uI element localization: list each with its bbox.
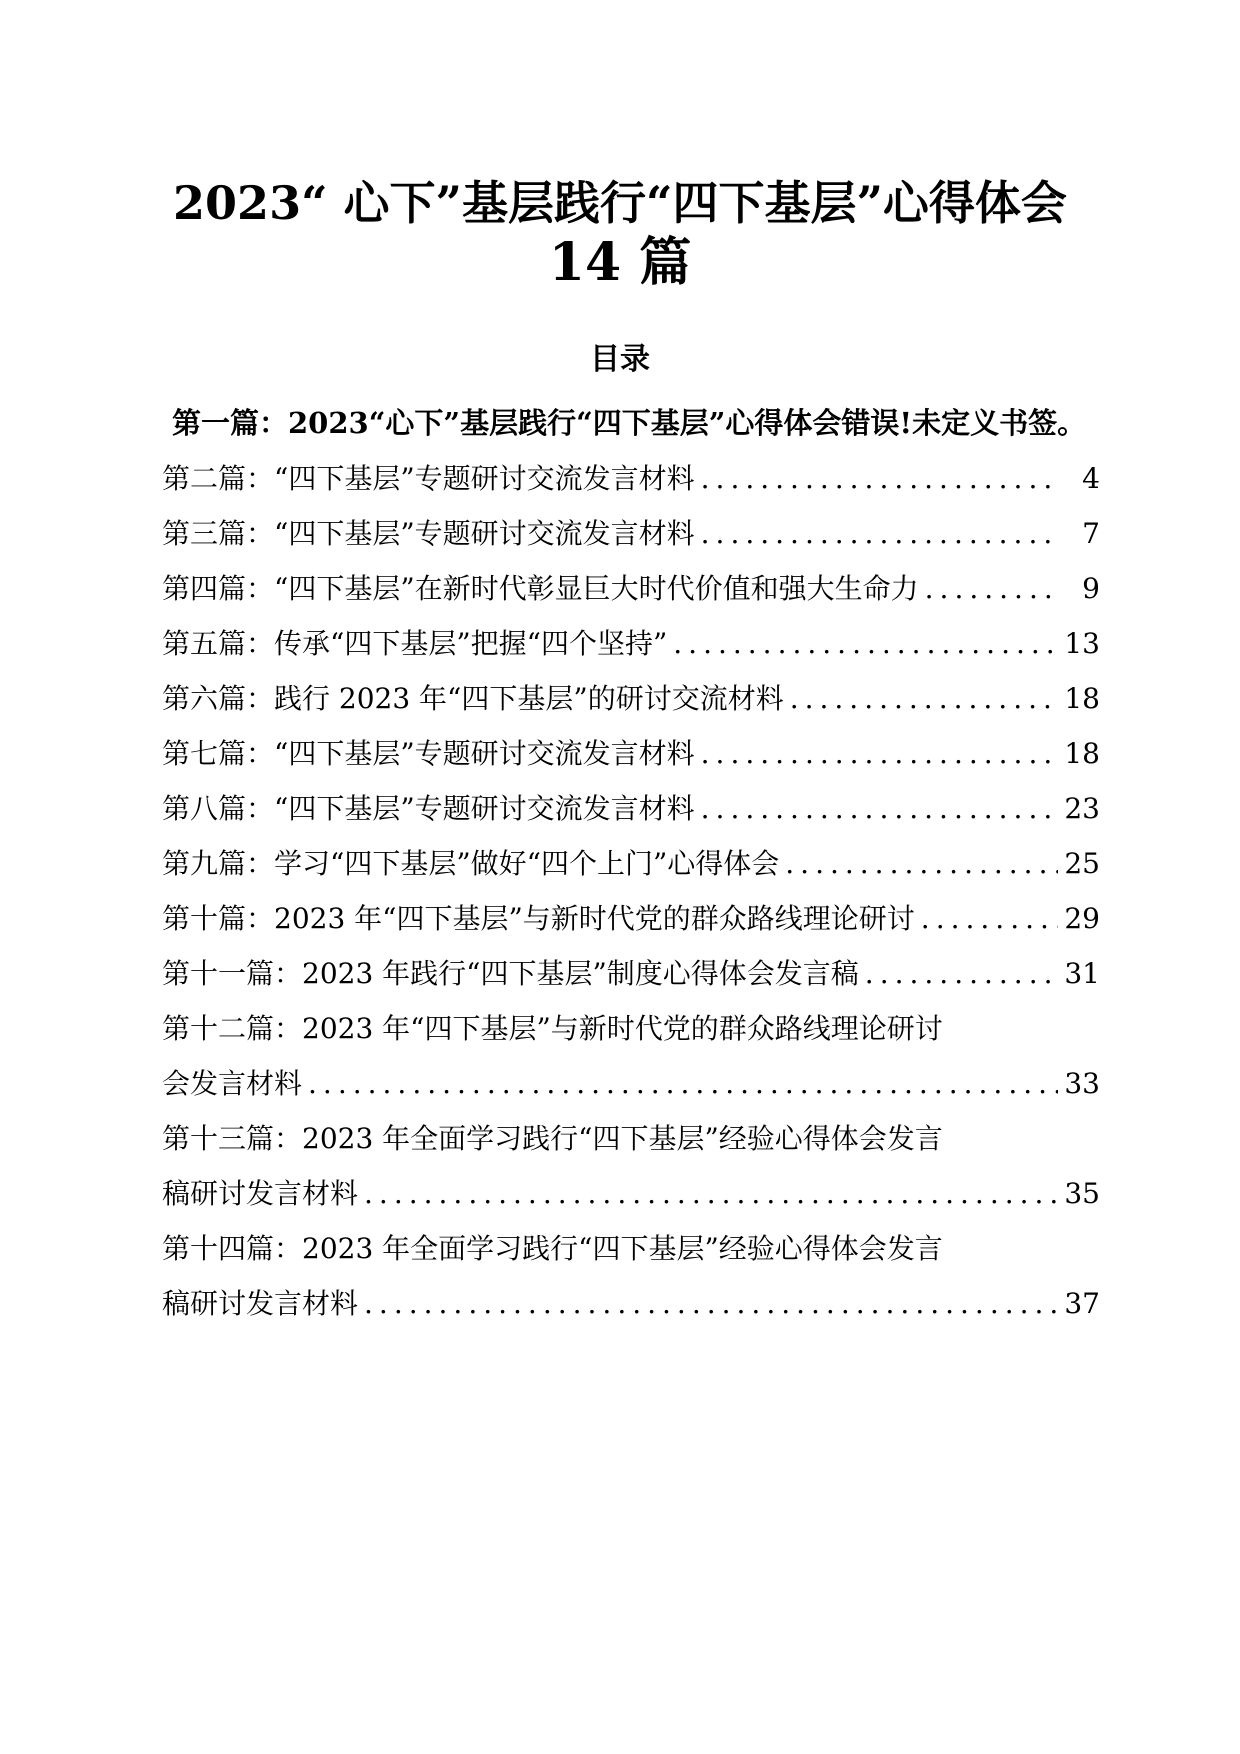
toc-item-label: 第八篇：“四下基层”专题研讨交流发言材料: [162, 792, 695, 825]
toc-dot-leader: [364, 1276, 1058, 1331]
toc-item-1[interactable]: [162, 396, 1240, 451]
toc-page-number: 31: [1064, 957, 1100, 990]
toc-page-number: 7: [1082, 517, 1100, 550]
toc-item-label: 第七篇：“四下基层”专题研讨交流发言材料: [162, 737, 695, 770]
toc-page-number: 13: [1064, 627, 1100, 660]
table-of-contents: [162, 396, 1100, 1331]
document-title: 2023“ 心下”基层践行“四下基层”心得体会: [173, 176, 1067, 230]
toc-item-label: 第六篇：践行 2023 年“四下基层”的研讨交流材料: [162, 682, 784, 715]
toc-heading: 目录: [590, 342, 650, 377]
toc-dot-leader: [701, 781, 1059, 836]
toc-item-label: 第二篇：“四下基层”专题研讨交流发言材料: [162, 462, 695, 495]
toc-page-number: 18: [1064, 737, 1100, 770]
toc-dot-leader: [921, 891, 1059, 946]
toc-item-label-cont: 会发言材料: [162, 1067, 303, 1100]
toc-item-10[interactable]: [162, 891, 1100, 946]
toc-item-label: 第十二篇：2023 年“四下基层”与新时代党的群众路线理论研讨: [162, 1012, 943, 1045]
toc-item-label: 第九篇：学习“四下基层”做好“四个上门”心得体会: [162, 847, 780, 880]
toc-dot-leader: [308, 1056, 1058, 1111]
toc-item-label: 第一篇：2023“心下”基层践行“四下基层”心得体会错误!未定义书签。: [172, 406, 1087, 440]
toc-item-6[interactable]: [162, 671, 1100, 726]
toc-item-label-cont: 稿研讨发言材料: [162, 1177, 359, 1210]
toc-item-label: 第十四篇：2023 年全面学习践行“四下基层”经验心得体会发言: [162, 1232, 943, 1265]
toc-page-number: 37: [1064, 1287, 1100, 1320]
toc-dot-leader: [785, 836, 1058, 891]
toc-page-number: 18: [1064, 682, 1100, 715]
toc-item-3[interactable]: [162, 506, 1100, 561]
toc-page-number: 9: [1082, 572, 1100, 605]
toc-item-label: 第四篇：“四下基层”在新时代彰显巨大时代价值和强大生命力: [162, 572, 919, 605]
toc-item-8[interactable]: [162, 781, 1100, 836]
toc-item-continuation: [162, 1166, 1100, 1221]
toc-page-number: 4: [1082, 462, 1100, 495]
toc-item-continuation: [162, 1056, 1100, 1111]
toc-dot-leader: [701, 506, 1060, 561]
toc-dot-leader: [865, 946, 1059, 1001]
toc-dot-leader: [673, 616, 1058, 671]
toc-page-number: 33: [1064, 1067, 1100, 1100]
toc-item-5[interactable]: [162, 616, 1100, 671]
document-title-count: 14 篇: [548, 232, 692, 293]
toc-dot-leader: [701, 726, 1059, 781]
toc-page-number: 29: [1064, 902, 1100, 935]
toc-item-9[interactable]: [162, 836, 1100, 891]
toc-dot-leader: [925, 561, 1060, 616]
toc-item-continuation: [162, 1276, 1100, 1331]
toc-item-label-cont: 稿研讨发言材料: [162, 1287, 359, 1320]
toc-page-number: 23: [1064, 792, 1100, 825]
toc-item-11[interactable]: [162, 946, 1100, 1001]
toc-item-14[interactable]: [162, 1221, 1100, 1331]
toc-page-number: 35: [1064, 1177, 1100, 1210]
toc-item-2[interactable]: [162, 451, 1100, 506]
toc-item-label: 第十一篇：2023 年践行“四下基层”制度心得体会发言稿: [162, 957, 859, 990]
toc-item-13[interactable]: [162, 1111, 1100, 1221]
toc-item-4[interactable]: [162, 561, 1100, 616]
toc-item-12[interactable]: [162, 1001, 1100, 1111]
toc-item-label: 第十篇：2023 年“四下基层”与新时代党的群众路线理论研讨: [162, 902, 915, 935]
toc-item-label: 第十三篇：2023 年全面学习践行“四下基层”经验心得体会发言: [162, 1122, 943, 1155]
toc-dot-leader: [790, 671, 1059, 726]
toc-item-7[interactable]: [162, 726, 1100, 781]
toc-item-label: 第五篇：传承“四下基层”把握“四个坚持”: [162, 627, 668, 660]
toc-item-label: 第三篇：“四下基层”专题研讨交流发言材料: [162, 517, 695, 550]
toc-page-number: 25: [1064, 847, 1100, 880]
toc-dot-leader: [701, 451, 1060, 506]
toc-dot-leader: [364, 1166, 1058, 1221]
